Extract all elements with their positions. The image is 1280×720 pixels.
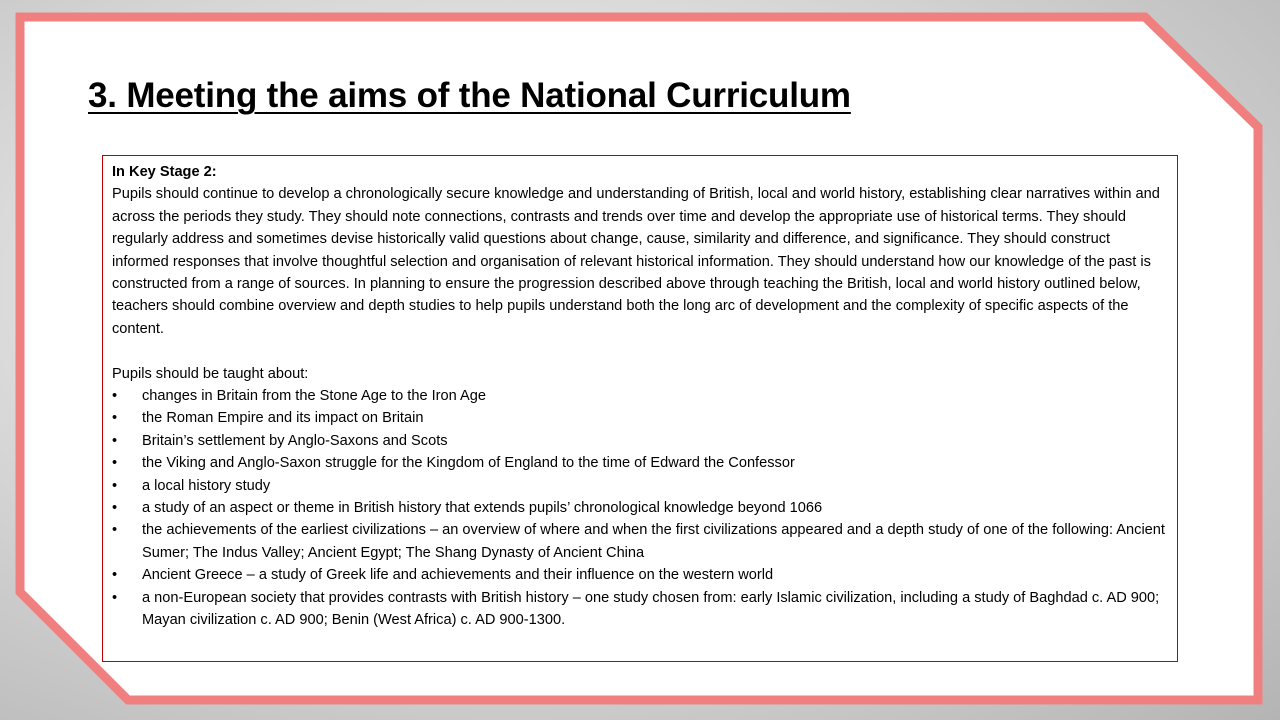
key-stage-paragraph: Pupils should continue to develop a chronologically secure knowledge and understanding of British, local and world history, establishing clear narratives within and across the periods they study. They should note connections, contrasts and trends over time and develop the appropriate use of historical terms. They should regularly address and sometimes devise historically valid questions about change, cause, similarity and difference, and significance. They should construct informed responses that involve thoughtful selection and organisation of relevant historical information. They should understand how our knowledge of the past is constructed from a range of sources. In planning to ensure the progression described above through teaching the British, local and world history outlined below, teachers should combine overview and depth studies to help pupils understand both the long arc of development and the complexity of specific aspects of the content. xyxy=(112,186,1160,337)
topic-list-item xyxy=(112,430,1168,452)
topic-text: a study of an aspect or theme in British history that extends pupils’ chronological knowledge beyond 1066 xyxy=(142,500,823,517)
paragraph-spacer xyxy=(112,340,1168,362)
topic-list-item xyxy=(112,475,1168,497)
topic-text: the Roman Empire and its impact on Britain xyxy=(142,410,424,427)
topics-list xyxy=(112,385,1168,631)
topic-list-item xyxy=(112,385,1168,407)
topic-text: changes in Britain from the Stone Age to the Iron Age xyxy=(142,388,486,405)
topic-text: a local history study xyxy=(142,477,271,494)
bullet-icon: • xyxy=(112,432,118,449)
bullet-icon: • xyxy=(112,388,118,405)
topic-text: the Viking and Anglo-Saxon struggle for the Kingdom of England to the time of Edward the Confessor xyxy=(142,455,795,472)
bullet-icon: • xyxy=(112,589,118,606)
topic-text: Britain’s settlement by Anglo-Saxons and Scots xyxy=(142,432,448,449)
topic-list-item xyxy=(112,587,1168,632)
topic-list-item xyxy=(112,452,1168,474)
topic-list-item xyxy=(112,497,1168,519)
bullet-icon: • xyxy=(112,500,118,517)
topic-text: a non-European society that provides contrasts with British history – one study chosen from: early Islamic civilization, including a study of Baghdad c. AD 900; Mayan civilization c. AD 900; Benin (West Africa) c. AD 900-1300. xyxy=(142,589,1160,629)
slide-title: 3. Meeting the aims of the National Curriculum xyxy=(88,76,851,115)
topic-text: the achievements of the earliest civilizations – an overview of where and when the first civilizations appeared and a depth study of one of the following: Ancient Sumer; The Indus Valley; Ancient Egypt; The Shang Dynasty of Ancient China xyxy=(142,522,1165,561)
bullet-icon: • xyxy=(112,567,118,584)
key-stage-heading: In Key Stage 2: xyxy=(112,164,217,180)
topic-list-item xyxy=(112,564,1168,586)
bullet-icon: • xyxy=(112,410,118,427)
topic-list-item xyxy=(112,407,1168,429)
curriculum-text-box xyxy=(102,155,1178,662)
bullet-icon: • xyxy=(112,477,118,494)
bullet-icon: • xyxy=(112,455,118,472)
bullet-icon: • xyxy=(112,522,118,539)
topic-list-item xyxy=(112,519,1168,564)
list-intro: Pupils should be taught about: xyxy=(112,365,309,382)
topic-text: Ancient Greece – a study of Greek life and achievements and their influence on the western world xyxy=(142,567,774,584)
